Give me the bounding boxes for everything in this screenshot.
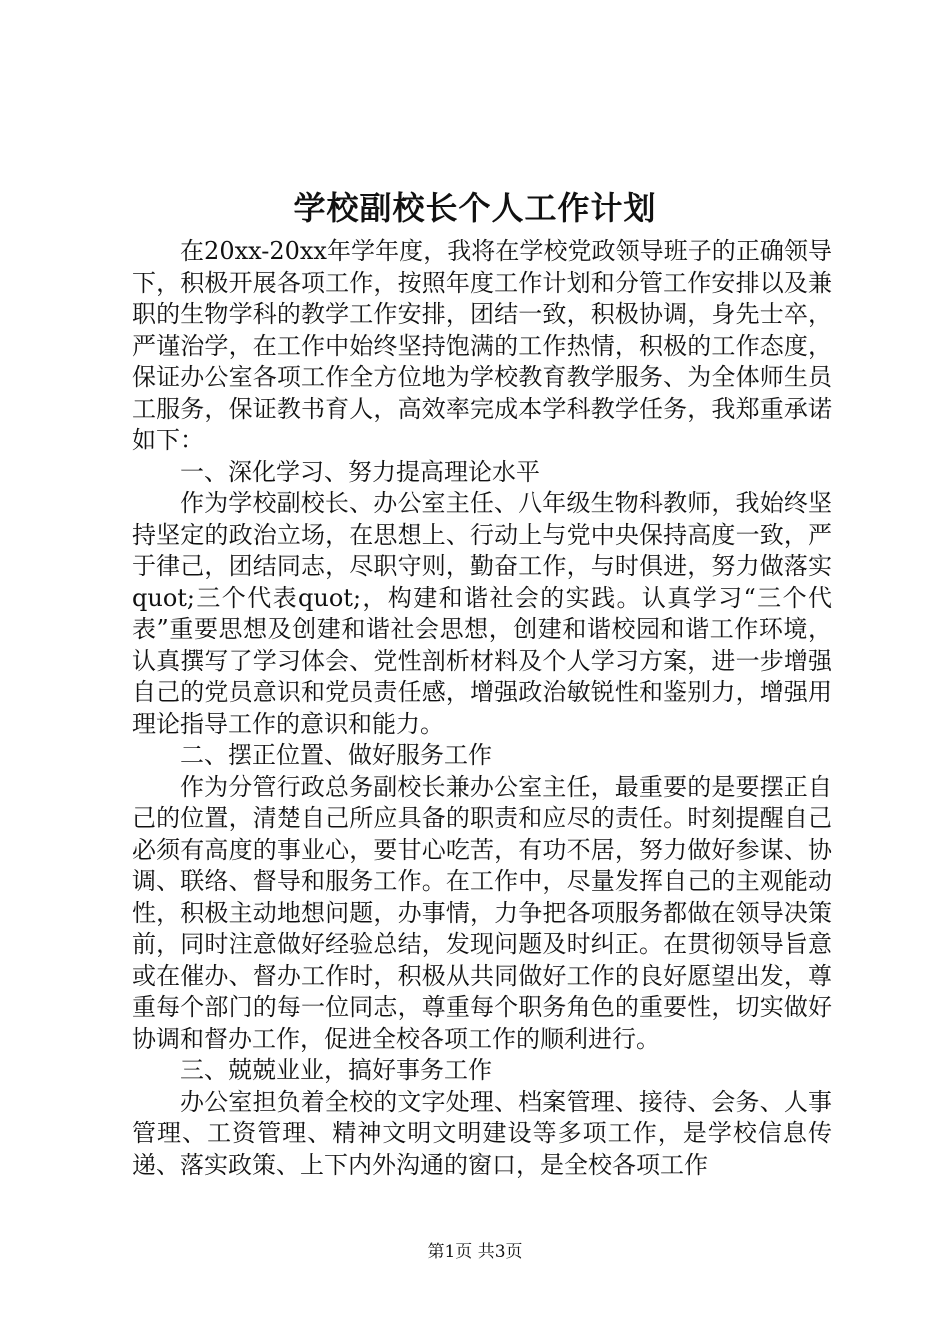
section-heading-3: 三、兢兢业业，搞好事务工作 bbox=[180, 1056, 492, 1084]
paragraph-intro: 在20xx-20xx年学年度，我将在学校党政领导班子的正确领导下，积极开展各项工作，按照年度工作计划和分管工作安排以及兼职的生物学科的教学工作安排，团结一致，积极协调，身先士卒，严谨治学，在工作中始终坚持饱满的工作热情，积极的工作态度，保证办公室各项工作全方位地为学校教育教学服务、为全体师生员工服务，保证教书育人，高效率完成本学科教学任务，我郑重承诺如下： bbox=[132, 237, 832, 454]
section-heading-1: 一、深化学习、努力提高理论水平 bbox=[180, 457, 540, 486]
page-number-footer: 第1页 共3页 bbox=[427, 1242, 523, 1262]
document-body bbox=[132, 236, 832, 1181]
section-heading-2: 二、摆正位置、做好服务工作 bbox=[180, 741, 492, 769]
paragraph-section-3: 办公室担负着全校的文字处理、档案管理、接待、会务、人事管理、工资管理、精神文明文明建设等多项工作，是学校信息传递、落实政策、上下内外沟通的窗口，是全校各项工作 bbox=[132, 1087, 832, 1179]
paragraph-section-2: 作为分管行政总务副校长兼办公室主任，最重要的是要摆正自己的位置，清楚自己所应具备的职责和应尽的责任。时刻提醒自己必须有高度的事业心，要甘心吃苦，有功不居，努力做好参谋、协调、联络、督导和服务工作。在工作中，尽量发挥自己的主观能动性，积极主动地想问题，办事情，力争把各项服务都做在领导决策前，同时注意做好经验总结，发现问题及时纠正。在贯彻领导旨意或在催办、督办工作时，积极从共同做好工作的良好愿望出发，尊重每个部门的每一位同志，尊重每个职务角色的重要性，切实做好协调和督办工作，促进全校各项工作的顺利进行。 bbox=[132, 772, 832, 1053]
paragraph-section-1: 作为学校副校长、办公室主任、八年级生物科教师，我始终坚持坚定的政治立场，在思想上、行动上与党中央保持高度一致，严于律己，团结同志，尽职守则，勤奋工作，与时俱进，努力做落实quot;三个代表quot;，构建和谐社会的实践。认真学习“三个代表”重要思想及创建和谐社会思想，创建和谐校园和谐工作环境，认真撰写了学习体会、党性剖析材料及个人学习方案，进一步增强自己的党员意识和党员责任感，增强政治敏锐性和鉴别力，增强用理论指导工作的意识和能力。 bbox=[132, 489, 832, 738]
document-title: 学校副校长个人工作计划 bbox=[293, 189, 657, 227]
